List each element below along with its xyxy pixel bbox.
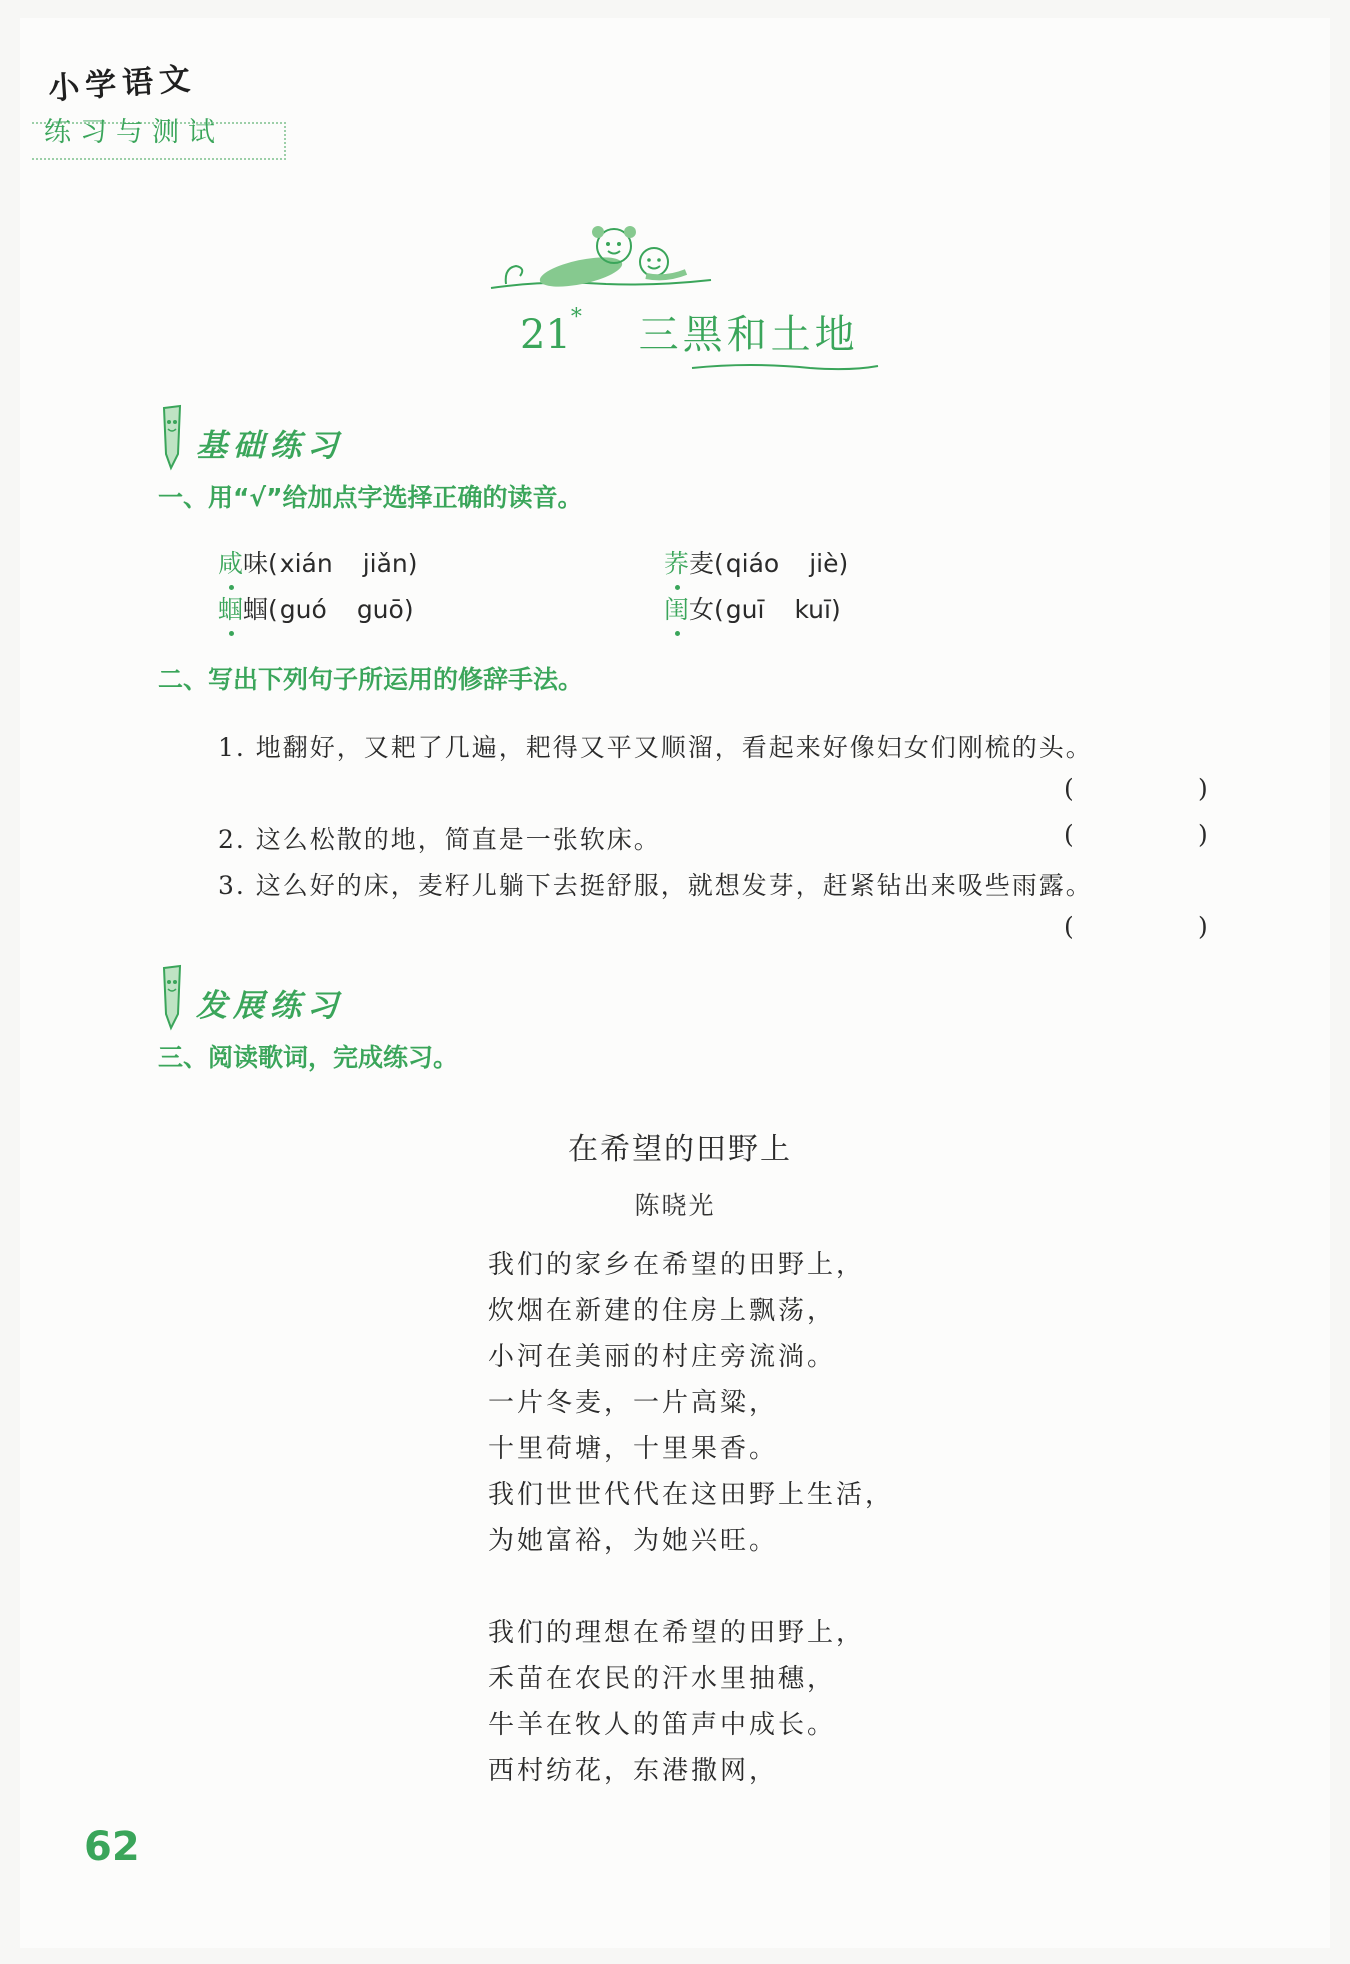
pinyin-option[interactable]: jiǎn [362, 549, 408, 578]
poem-author: 陈晓光 [634, 1191, 716, 1220]
pinyin-option[interactable]: jiè [809, 549, 839, 578]
section-develop: 发展练习 [196, 988, 344, 1024]
title-underline [690, 360, 880, 374]
lesson-name: 三黑和土地 [638, 312, 859, 358]
sentence-2: 2. 这么松散的地，简直是一张软床。 [218, 825, 661, 854]
poem-line: 牛羊在牧人的笛声中成长。 [488, 1710, 837, 1740]
answer-paren-open: ( [1064, 820, 1074, 849]
pinyin-item: 蝈蝈(guó guō) [218, 595, 414, 624]
poem-line: 我们世世代代在这田野上生活， [488, 1480, 895, 1510]
pinyin-option[interactable]: guó [279, 595, 327, 624]
answer-paren-open: ( [1064, 774, 1074, 803]
poem-line: 小河在美丽的村庄旁流淌。 [488, 1342, 837, 1372]
question-2-prompt: 二、写出下列句子所运用的修辞手法。 [158, 665, 584, 694]
lesson-number: 21 [520, 312, 571, 358]
pinyin-option[interactable]: kuī [794, 595, 831, 624]
pinyin-option[interactable]: qiáo [725, 549, 780, 578]
poem-line: 为她富裕，为她兴旺。 [488, 1526, 779, 1556]
poem-line: 十里荷塘，十里果香。 [488, 1434, 779, 1464]
pencil-icon [156, 962, 186, 1032]
poem-line: 禾苗在农民的汗水里抽穗， [488, 1664, 837, 1694]
poem-line: 一片冬麦，一片高粱， [488, 1388, 779, 1418]
poem-title: 在希望的田野上 [568, 1132, 792, 1167]
book-subtitle: 练习与测试 [44, 117, 224, 148]
poem-line: 我们的家乡在希望的田野上， [488, 1250, 866, 1280]
book-title: 小学语文 [47, 60, 198, 108]
pinyin-item: 咸味(xián jiǎn) [218, 549, 418, 578]
pinyin-item: 荞麦(qiáo jiè) [664, 549, 849, 578]
pinyin-option[interactable]: xián [279, 549, 333, 578]
answer-paren-close: ) [1198, 912, 1208, 941]
sentence-3: 3. 这么好的床，麦籽儿躺下去挺舒服，就想发芽，赶紧钻出来吸些雨露。 [218, 871, 1093, 900]
answer-paren-close: ) [1198, 820, 1208, 849]
section-basic: 基础练习 [196, 428, 344, 464]
poem-line: 炊烟在新建的住房上飘荡， [488, 1296, 837, 1326]
sentence-1: 1. 地翻好，又耙了几遍，耙得又平又顺溜，看起来好像妇女们刚梳的头。 [218, 733, 1093, 762]
lesson-mark: * [570, 305, 582, 330]
pinyin-option[interactable]: guō [356, 595, 404, 624]
answer-paren-open: ( [1064, 912, 1074, 941]
poem-line: 西村纺花，东港撒网， [488, 1756, 779, 1786]
pinyin-option[interactable]: guī [725, 595, 765, 624]
question-1-prompt: 一、用“√”给加点字选择正确的读音。 [158, 483, 583, 512]
question-3-prompt: 三、阅读歌词，完成练习。 [158, 1043, 459, 1072]
pinyin-item: 闺女(guī kuī) [664, 595, 841, 624]
poem-line: 我们的理想在希望的田野上， [488, 1618, 866, 1648]
answer-paren-close: ) [1198, 774, 1208, 803]
pencil-icon [156, 402, 186, 472]
page-number: 62 [84, 1824, 140, 1870]
lesson-title [520, 303, 859, 360]
children-illustration [486, 210, 716, 300]
